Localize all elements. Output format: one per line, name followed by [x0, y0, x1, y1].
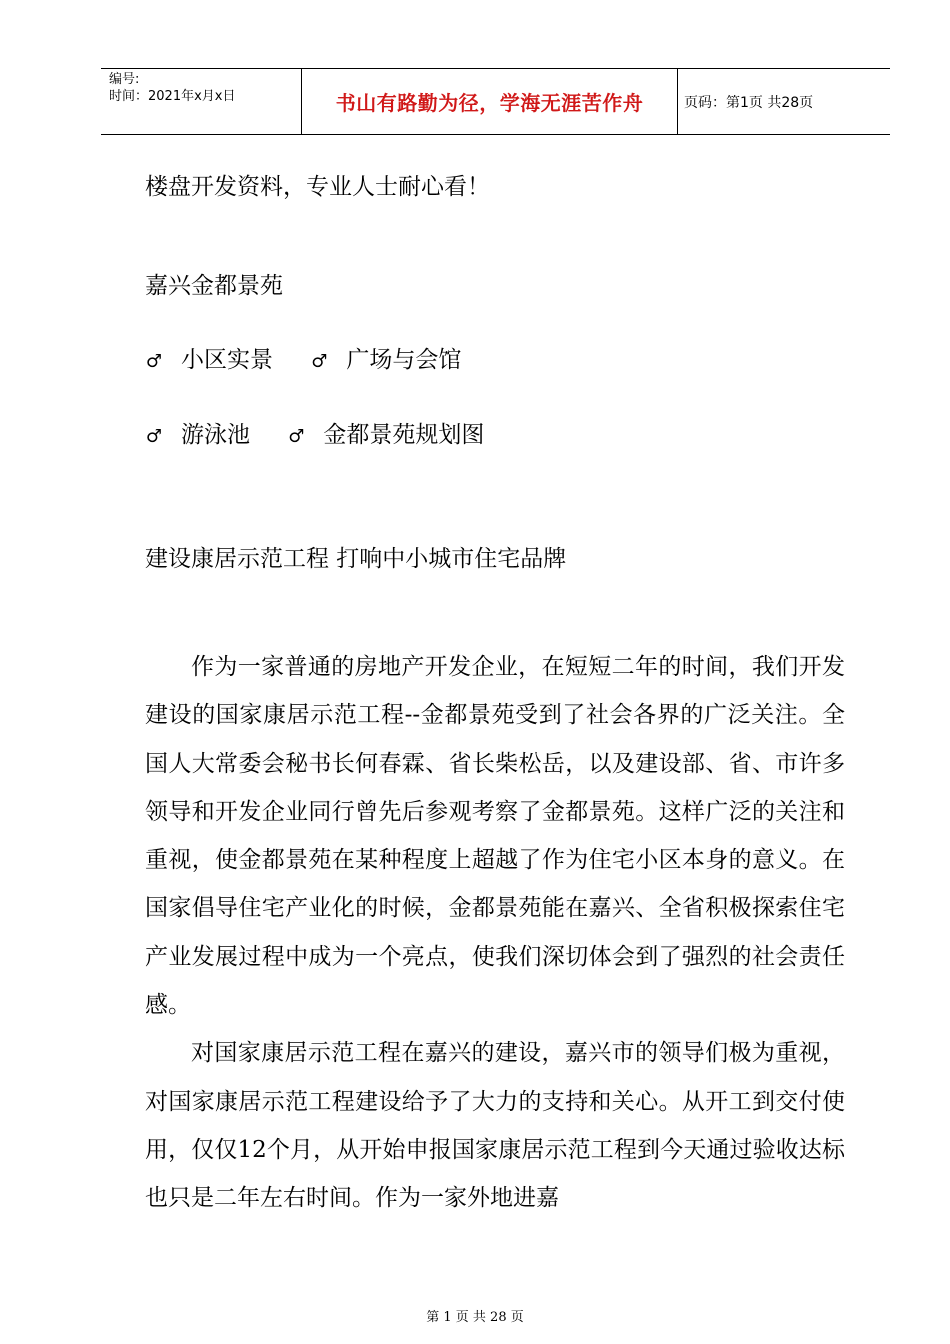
number-label: 编号:: [109, 72, 140, 87]
header-motto: 书山有路勤为径，学海无涯苦作舟: [335, 91, 644, 115]
male-sign-icon: ♂: [145, 426, 163, 447]
nav-label: 小区实景: [181, 347, 273, 373]
page-footer: 第 1 页 共 28 页: [426, 1310, 524, 1325]
male-sign-icon: ♂: [288, 426, 305, 447]
intro-line: 楼盘开发资料，专业人士耐心看！: [145, 174, 490, 200]
nav-link-swimming-pool[interactable]: [145, 421, 250, 451]
header-page-info: 页码：第1页 共28页: [684, 94, 814, 111]
nav-link-site-plan[interactable]: [287, 421, 484, 451]
article-body: [145, 643, 845, 1223]
header-divider: [677, 69, 678, 134]
time-label: 时间：2021年x月x日: [109, 89, 236, 104]
section-title: 建设康居示范工程 打响中小城市住宅品牌: [145, 546, 567, 572]
nav-label: 广场与会馆: [346, 347, 462, 373]
nav-row-2: [145, 421, 484, 451]
male-sign-icon: ♂: [145, 351, 163, 372]
nav-label: 金都景苑规划图: [323, 422, 485, 448]
header-meta: [109, 71, 299, 105]
project-name: 嘉兴金都景苑: [145, 273, 283, 299]
nav-row-1: [145, 346, 461, 376]
male-sign-icon: ♂: [311, 351, 328, 372]
paragraph: 对国家康居示范工程在嘉兴的建设，嘉兴市的领导们极为重视，对国家康居示范工程建设给予了大力的支持和关心。从开工到交付使用，仅仅12个月，从开始申报国家康居示范工程到今天通过验收达标也只是二年左右时间。作为一家外地进嘉: [145, 1040, 845, 1212]
paragraph: 作为一家普通的房地产开发企业，在短短二年的时间，我们开发建设的国家康居示范工程--金都景苑受到了社会各界的广泛关注。全国人大常委会秘书长何春霖、省长柴松岳，以及建设部、省、市许多领导和开发企业同行曾先后参观考察了金都景苑。这样广泛的关注和重视，使金都景苑在某种程度上超越了作为住宅小区本身的意义。在国家倡导住宅产业化的时候，金都景苑能在嘉兴、全省积极探索住宅产业发展过程中成为一个亮点，使我们深切体会到了强烈的社会责任感。: [145, 654, 845, 1019]
document-header: [101, 68, 890, 135]
nav-link-plaza-clubhouse[interactable]: [310, 346, 461, 376]
nav-link-community-photos[interactable]: [145, 346, 273, 376]
nav-label: 游泳池: [181, 422, 250, 448]
